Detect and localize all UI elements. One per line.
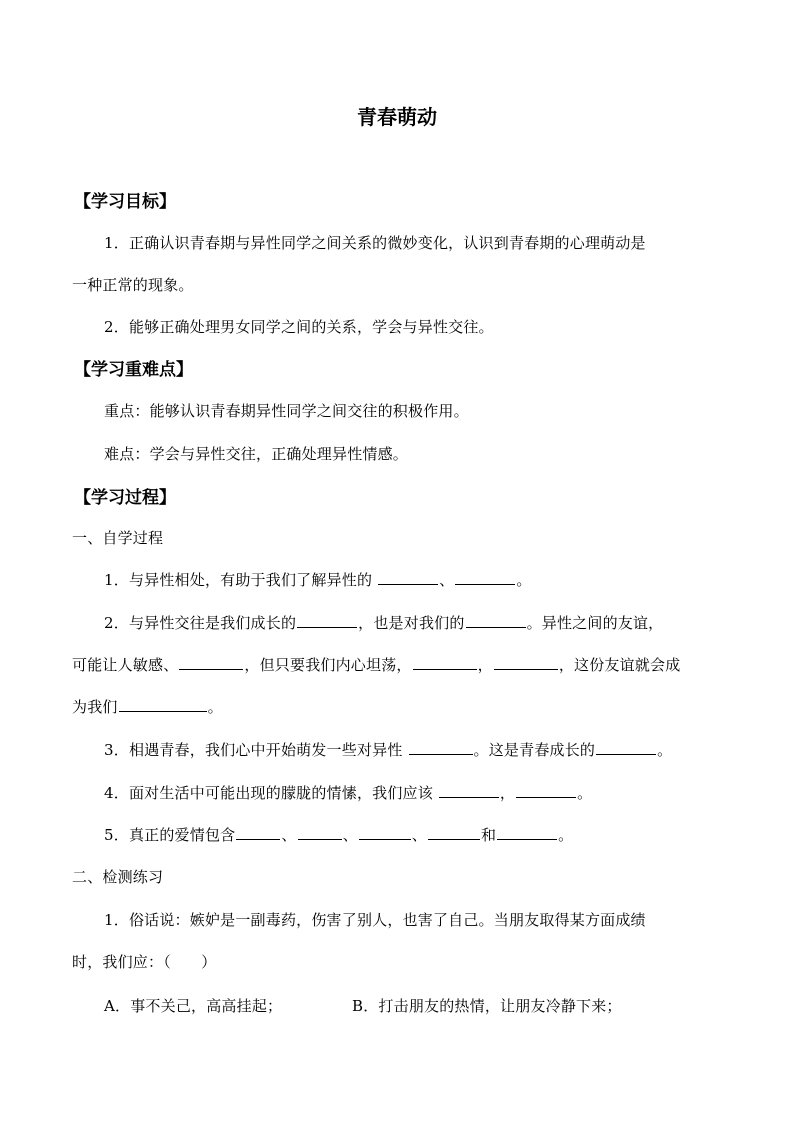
fill-blank[interactable]	[516, 783, 576, 798]
punctuation: 。	[516, 571, 532, 589]
self-study-question-2-line-3	[72, 697, 223, 717]
punctuation: 。	[558, 826, 574, 844]
fill-blank[interactable]	[439, 783, 499, 798]
goal-1-line-2: 一种正常的现象。	[72, 276, 194, 294]
punctuation: ，	[477, 656, 493, 674]
punctuation: ，	[499, 784, 516, 802]
fill-blank[interactable]	[466, 613, 526, 628]
fill-blank[interactable]	[428, 825, 480, 840]
difficult-point: 难点：学会与异性交往，正确处理异性情感。	[104, 445, 409, 463]
question-text: ，但只要我们内心坦荡，	[244, 656, 412, 674]
question-text: 为我们	[72, 698, 118, 716]
question-text: 和	[480, 826, 497, 844]
fill-blank[interactable]	[455, 570, 515, 585]
fill-blank[interactable]	[179, 655, 243, 670]
option-a: A．事不关己，高高挂起；	[104, 997, 283, 1015]
self-study-heading: 一、自学过程	[72, 529, 164, 547]
question-text: 2．与异性交往是我们成长的	[104, 614, 297, 632]
fill-blank[interactable]	[297, 613, 357, 628]
key-points-heading: 【学习重难点】	[74, 360, 193, 380]
punctuation: 、	[411, 826, 427, 844]
goal-2: 2．能够正确处理男女同学之间的关系，学会与异性交往。	[104, 318, 494, 336]
fill-blank[interactable]	[119, 697, 207, 712]
self-study-question-1	[104, 570, 532, 590]
page-title: 青春萌动	[357, 105, 437, 129]
fill-blank[interactable]	[236, 825, 280, 840]
option-b: B．打击朋友的热情，让朋友冷静下来；	[352, 997, 622, 1015]
fill-blank[interactable]	[494, 655, 558, 670]
fill-blank[interactable]	[378, 570, 438, 585]
question-text: 1．与异性相处，有助于我们了解异性的	[104, 571, 373, 589]
practice-question-1-line-2: 时，我们应：（ ）	[72, 953, 217, 971]
question-text: ，也是对我们的	[358, 614, 465, 632]
self-study-question-2-line-1	[104, 613, 663, 633]
process-heading: 【学习过程】	[74, 488, 176, 508]
question-text: 。异性之间的友谊，	[526, 614, 664, 632]
fill-blank[interactable]	[298, 825, 342, 840]
practice-heading: 二、检测练习	[72, 868, 164, 886]
punctuation: 、	[281, 826, 297, 844]
self-study-question-5	[104, 825, 573, 845]
self-study-question-4	[104, 783, 592, 803]
punctuation: 、	[342, 826, 358, 844]
question-text: 3．相遇青春，我们心中开始萌发一些对异性	[104, 741, 403, 759]
punctuation: 。	[657, 741, 673, 759]
fill-blank[interactable]	[596, 740, 656, 755]
punctuation: 。	[577, 784, 593, 802]
fill-blank[interactable]	[413, 655, 477, 670]
question-text: 。这是青春成长的	[473, 741, 596, 759]
goals-heading: 【学习目标】	[74, 192, 176, 212]
key-point: 重点：能够认识青春期异性同学之间交往的积极作用。	[104, 402, 469, 420]
question-text: 4．面对生活中可能出现的朦胧的情愫，我们应该	[104, 784, 433, 802]
question-text: 5．真正的爱情包含	[104, 826, 236, 844]
self-study-question-3	[104, 740, 672, 760]
practice-question-1-line-1: 1．俗话说：嫉妒是一副毒药，伤害了别人，也害了自己。当朋友取得某方面成绩	[104, 911, 646, 929]
fill-blank[interactable]	[359, 825, 411, 840]
fill-blank[interactable]	[409, 740, 473, 755]
question-text: ，这份友谊就会成	[558, 656, 681, 674]
question-text: 可能让人敏感、	[72, 656, 179, 674]
goal-1-line-1: 1．正确认识青春期与异性同学之间关系的微妙变化，认识到青春期的心理萌动是	[104, 234, 646, 252]
fill-blank[interactable]	[497, 825, 557, 840]
punctuation: 。	[207, 698, 223, 716]
punctuation: 、	[439, 571, 455, 589]
self-study-question-2-line-2	[72, 655, 680, 675]
